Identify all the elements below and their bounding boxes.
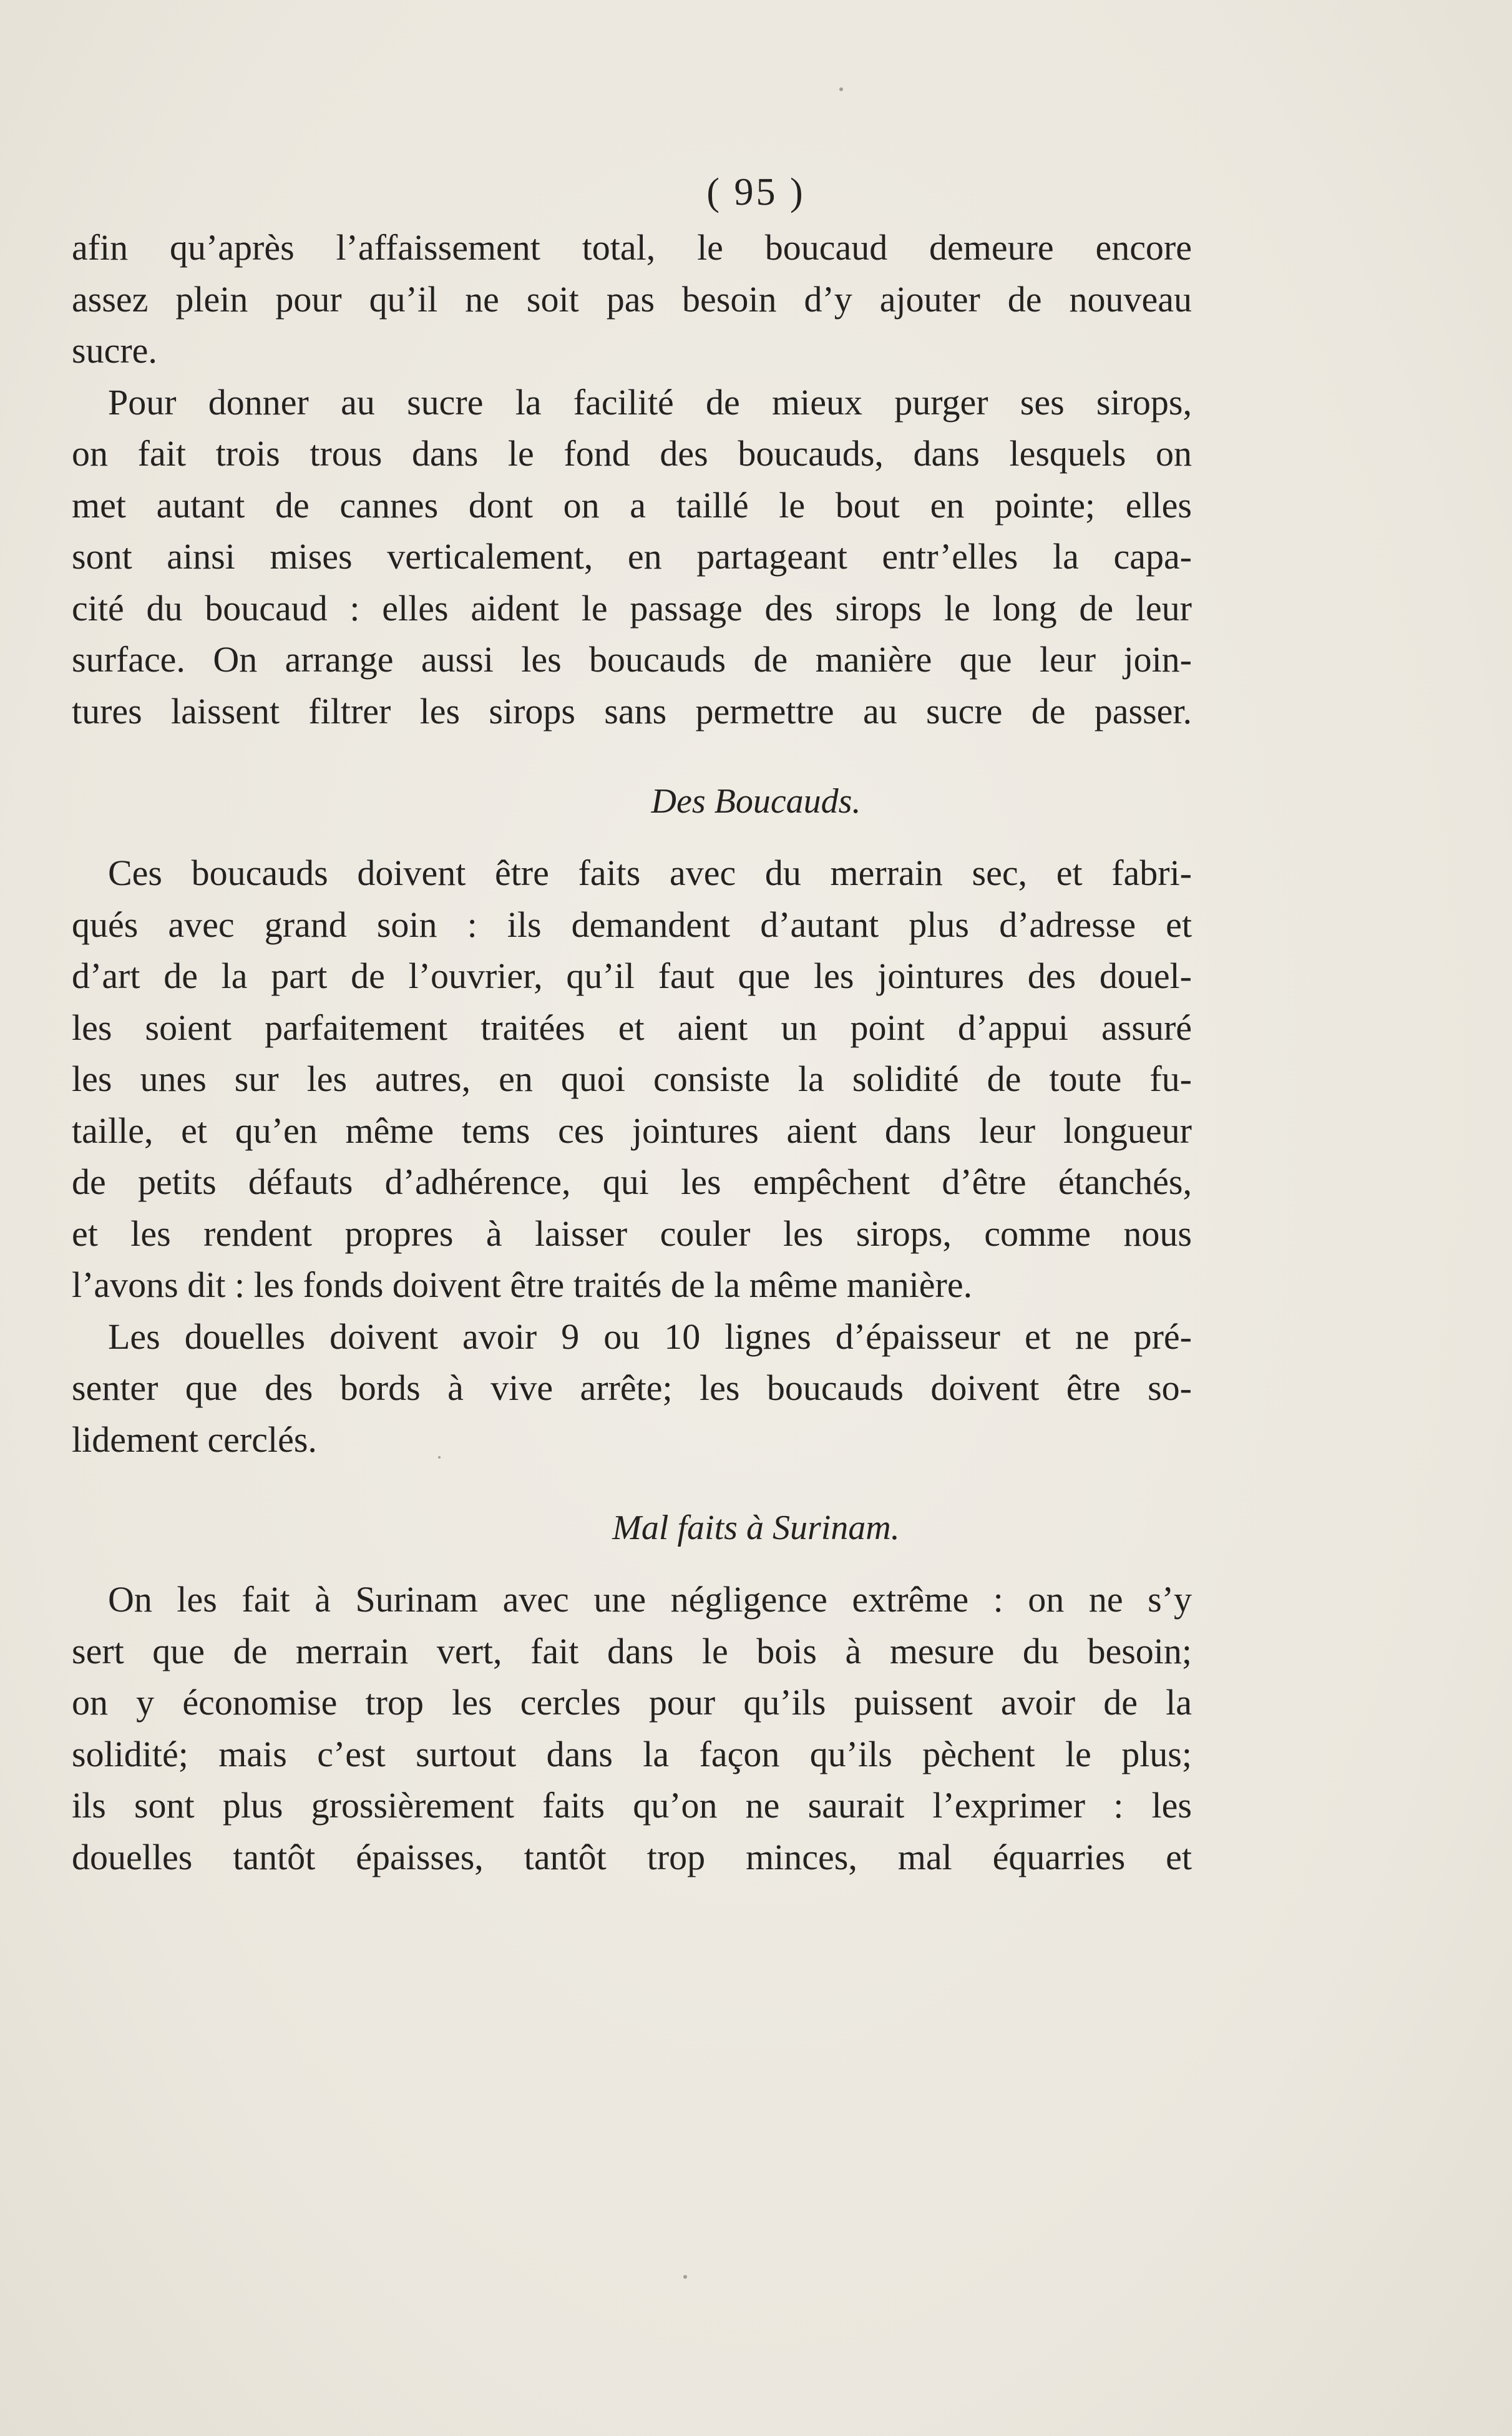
text-line: assez plein pour qu’il ne soit pas besoin d’y ajouter de nouveau xyxy=(72,278,1192,320)
text-line: qués avec grand soin : ils demandent d’autant plus d’adresse et xyxy=(72,904,1192,945)
text-line: sert que de merrain vert, fait dans le bois à mesure du besoin; xyxy=(72,1630,1192,1671)
text-line: douelles tantôt épaisses, tantôt trop minces, mal équarries et xyxy=(72,1836,1192,1877)
paragraph-block-2 xyxy=(72,848,1192,1465)
text-line: senter que des bords à vive arrête; les boucauds doivent être so- xyxy=(72,1367,1192,1408)
text-line: taille, et qu’en même tems ces jointures aient dans leur longueur xyxy=(72,1110,1192,1151)
paragraph-block-3 xyxy=(72,1574,1192,1883)
section-heading-boucauds: Des Boucauds. xyxy=(651,782,861,821)
text-line: on y économise trop les cercles pour qu’ils puissent avoir de la xyxy=(72,1682,1192,1723)
text-line: Ces boucauds doivent être faits avec du merrain sec, et fabri- xyxy=(108,853,1192,893)
text-line: les unes sur les autres, en quoi consiste la solidité de toute fu- xyxy=(72,1059,1192,1099)
section-heading-surinam: Mal faits à Surinam. xyxy=(612,1509,900,1547)
text-line: cité du boucaud : elles aident le passage des sirops le long de leur xyxy=(72,587,1192,629)
text-line: Les douelles doivent avoir 9 ou 10 lignes d’épaisseur et ne pré- xyxy=(108,1316,1192,1357)
text-line: solidité; mais c’est surtout dans la façon qu’ils pèchent le plus; xyxy=(72,1733,1192,1774)
text-line: et les rendent propres à laisser couler les sirops, comme nous xyxy=(72,1213,1192,1254)
text-line: afin qu’après l’affaissement total, le boucaud demeure encore xyxy=(72,227,1192,268)
paper-speck xyxy=(683,2275,687,2279)
text-line: on fait trois trous dans le fond des boucauds, dans lesquels on xyxy=(72,433,1192,474)
text-line: l’avons dit : les fonds doivent être traités de la même manière. xyxy=(72,1264,973,1305)
text-line: sucre. xyxy=(72,330,157,371)
text-line: met autant de cannes dont on a taillé le bout en pointe; elles xyxy=(72,484,1192,526)
paper-speck xyxy=(438,1456,441,1459)
text-line: tures laissent filtrer les sirops sans permettre au sucre de passer. xyxy=(72,690,1192,731)
page-number: ( 95 ) xyxy=(706,171,806,213)
paper-speck xyxy=(839,87,843,91)
text-line: les soient parfaitement traitées et aient un point d’appui assuré xyxy=(72,1007,1192,1048)
text-line: sont ainsi mises verticalement, en partageant entr’elles la capa- xyxy=(72,536,1192,577)
text-line: d’art de la part de l’ouvrier, qu’il faut que les jointures des douel- xyxy=(72,956,1192,996)
text-line: de petits défauts d’adhérence, qui les empêchent d’être étanchés, xyxy=(72,1162,1192,1202)
text-line: ils sont plus grossièrement faits qu’on ne saurait l’exprimer : les xyxy=(72,1785,1192,1826)
text-line: On les fait à Surinam avec une négligence extrême : on ne s’y xyxy=(108,1579,1192,1620)
paragraph-block-1 xyxy=(72,222,1192,737)
text-line: Pour donner au sucre la facilité de mieux purger ses sirops, xyxy=(108,381,1192,423)
text-line: lidement cerclés. xyxy=(72,1419,317,1460)
text-line: surface. On arrange aussi les boucauds de manière que leur join- xyxy=(72,639,1192,680)
